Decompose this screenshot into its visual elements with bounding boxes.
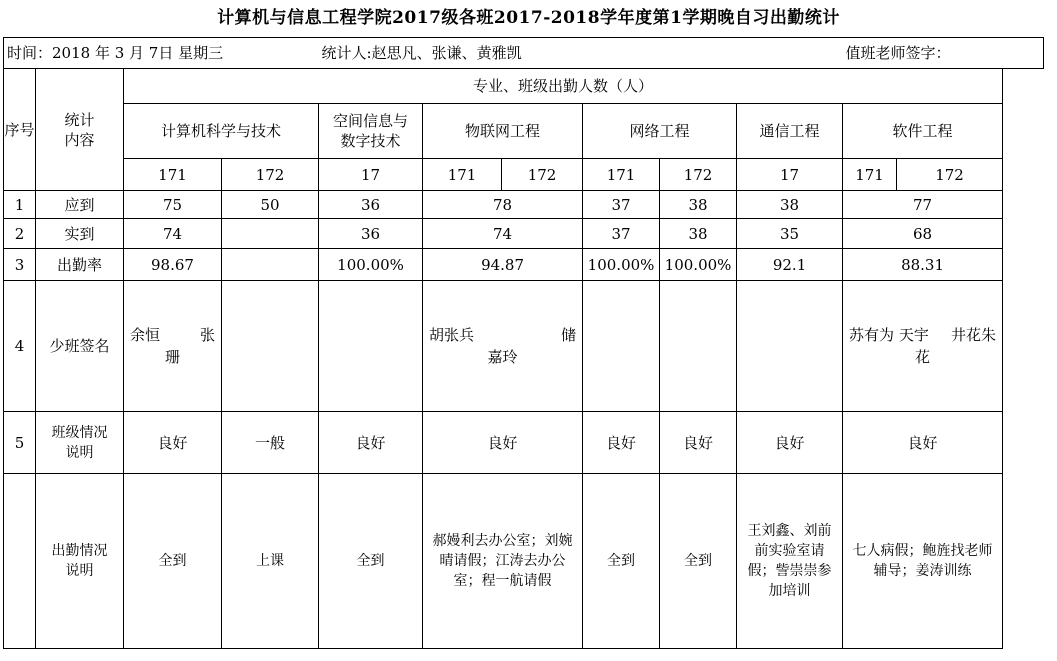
signature-cell (124, 281, 222, 412)
seq-header: 序号 (4, 69, 36, 191)
signature-name: 天宇 (898, 326, 929, 344)
info-row (4, 38, 1044, 69)
counter-label: 统计人:赵思凡、张谦、黄雅凯 (319, 38, 843, 69)
class-cell: 171 (423, 159, 502, 191)
content-header-line1: 统计 (64, 110, 95, 129)
row-number: 5 (4, 412, 36, 474)
row-label: 应到 (36, 191, 124, 219)
value-cell (737, 474, 843, 649)
major-iot: 物联网工程 (423, 104, 583, 159)
signature-name: 朱 (981, 326, 997, 344)
value-cell (222, 219, 319, 249)
attendance-note: 王刘鑫、刘前前实验室请假；訾崇崇参加培训 (747, 523, 832, 599)
value-cell: 37 (583, 219, 660, 249)
value-cell: 良好 (660, 412, 737, 474)
table-row (4, 219, 1044, 249)
attendance-note: 七人病假；鲍旌找老师辅导；姜涛训练 (852, 543, 993, 579)
major-cs: 计算机科学与技术 (124, 104, 319, 159)
class-cell: 172 (222, 159, 319, 191)
content-header (36, 69, 124, 191)
class-cell: 171 (843, 159, 897, 191)
row-label-line2: 说明 (65, 563, 94, 579)
value-cell: 77 (843, 191, 1003, 219)
value-cell: 98.67 (124, 249, 222, 281)
class-cell: 171 (583, 159, 660, 191)
value-cell: 74 (124, 219, 222, 249)
signature-name: 储 (561, 326, 577, 344)
row-label: 出勤率 (36, 249, 124, 281)
table-row (4, 412, 1044, 474)
row-label (36, 474, 124, 649)
header-row-majors (4, 104, 1044, 159)
signature-name: 花 (915, 348, 931, 366)
header-row-classes (4, 159, 1044, 191)
table-row (4, 249, 1044, 281)
value-cell: 74 (423, 219, 583, 249)
signature-name: 珊 (164, 348, 180, 366)
value-cell (843, 474, 1003, 649)
attendance-note: 郝嫚利去办公室；刘婉晴请假；江涛去办公室；程一航请假 (432, 533, 573, 589)
row-label-line2: 说明 (65, 444, 94, 461)
value-cell: 全到 (319, 474, 423, 649)
signature-cell (737, 281, 843, 412)
value-cell: 上课 (222, 474, 319, 649)
major-geo-line2: 数字技术 (340, 132, 401, 150)
class-cell: 17 (737, 159, 843, 191)
major-comm: 通信工程 (737, 104, 843, 159)
signature-cell (319, 281, 423, 412)
value-cell: 37 (583, 191, 660, 219)
value-cell: 全到 (660, 474, 737, 649)
signature-name: 苏有为 (849, 326, 895, 344)
signature-name: 余恒 (130, 326, 161, 344)
value-cell: 78 (423, 191, 583, 219)
teacher-sign-label: 值班老师签字： (843, 38, 1044, 69)
value-cell: 94.87 (423, 249, 583, 281)
row-label-line1: 班级情况 (51, 424, 108, 441)
content-header-line2: 内容 (64, 130, 95, 149)
signature-cell (843, 281, 1003, 412)
right-blank (1003, 69, 1044, 649)
class-cell: 17 (319, 159, 423, 191)
value-cell: 良好 (124, 412, 222, 474)
major-sw: 软件工程 (843, 104, 1003, 159)
value-cell: 良好 (737, 412, 843, 474)
row-number: 1 (4, 191, 36, 219)
row-label (36, 412, 124, 474)
major-net: 网络工程 (583, 104, 737, 159)
value-cell: 良好 (583, 412, 660, 474)
value-cell: 38 (737, 191, 843, 219)
signature-cell (660, 281, 737, 412)
value-cell: 35 (737, 219, 843, 249)
table-row (4, 281, 1044, 412)
value-cell: 92.1 (737, 249, 843, 281)
value-cell: 100.00% (583, 249, 660, 281)
header-row-group (4, 69, 1044, 104)
value-cell (222, 249, 319, 281)
value-cell: 38 (660, 191, 737, 219)
row-label: 实到 (36, 219, 124, 249)
class-cell: 172 (897, 159, 1003, 191)
value-cell: 88.31 (843, 249, 1003, 281)
value-cell: 38 (660, 219, 737, 249)
signature-cell (423, 281, 583, 412)
signature-name: 井花 (951, 326, 982, 344)
attendance-table (3, 37, 1044, 649)
row-number: 4 (4, 281, 36, 412)
table-row (4, 191, 1044, 219)
time-label: 时间：2018 年 3 月 7日 星期三 (4, 38, 319, 69)
major-geo-line1: 空间信息与 (333, 112, 409, 130)
class-cell: 172 (660, 159, 737, 191)
table-row (4, 474, 1044, 649)
value-cell: 良好 (423, 412, 583, 474)
class-cell: 172 (502, 159, 583, 191)
value-cell: 50 (222, 191, 319, 219)
signature-cell (583, 281, 660, 412)
signature-name: 胡张兵 (429, 326, 475, 344)
value-cell: 全到 (583, 474, 660, 649)
value-cell: 良好 (843, 412, 1003, 474)
major-geo (319, 104, 423, 159)
value-cell (423, 474, 583, 649)
row-number: 3 (4, 249, 36, 281)
value-cell: 36 (319, 219, 423, 249)
row-label: 少班签名 (36, 281, 124, 412)
value-cell: 36 (319, 191, 423, 219)
value-cell: 75 (124, 191, 222, 219)
group-header: 专业、班级出勤人数（人） (124, 69, 1003, 104)
signature-cell (222, 281, 319, 412)
value-cell: 全到 (124, 474, 222, 649)
row-number: 2 (4, 219, 36, 249)
signature-name: 嘉玲 (487, 348, 518, 366)
value-cell: 100.00% (660, 249, 737, 281)
value-cell: 良好 (319, 412, 423, 474)
value-cell: 68 (843, 219, 1003, 249)
class-cell: 171 (124, 159, 222, 191)
row-label-line1: 出勤情况 (51, 543, 108, 559)
document-title: 计算机与信息工程学院2017级各班2017-2018学年度第1学期晚自习出勤统计 (217, 8, 840, 28)
signature-name: 张 (199, 326, 215, 344)
value-cell: 100.00% (319, 249, 423, 281)
value-cell: 一般 (222, 412, 319, 474)
row-number (4, 474, 36, 649)
